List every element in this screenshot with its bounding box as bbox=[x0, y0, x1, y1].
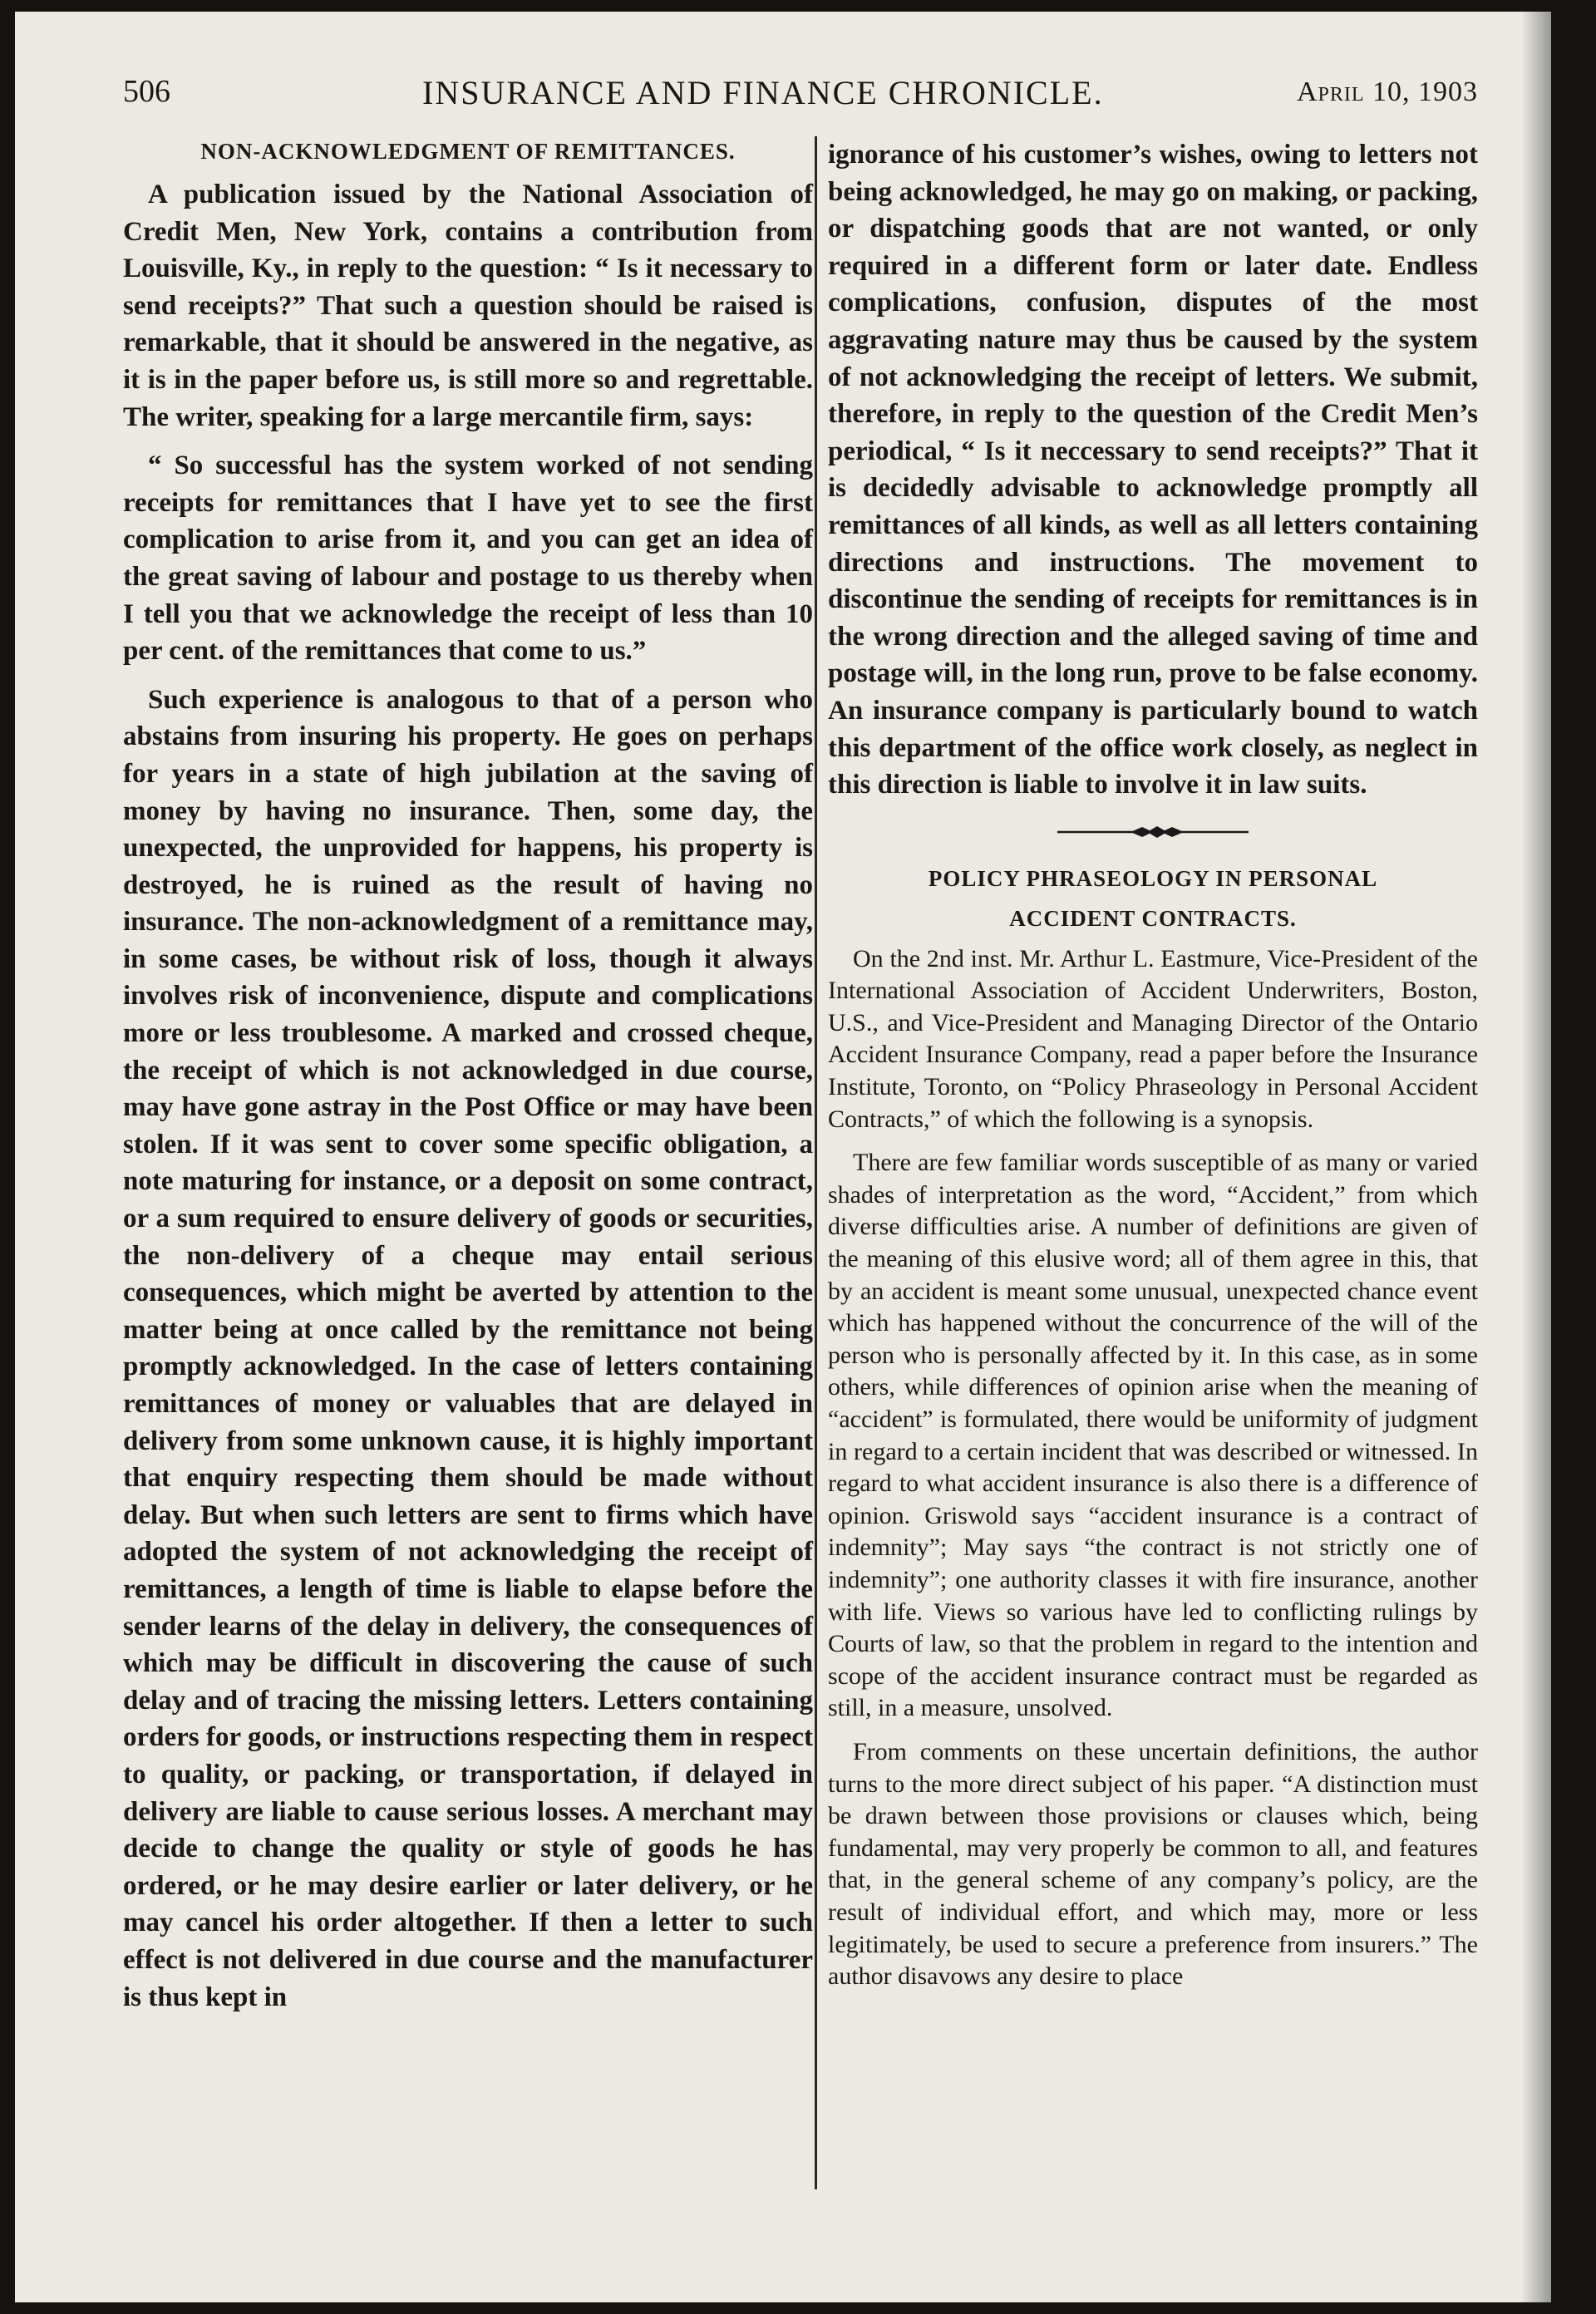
article-paragraph: From comments on these uncertain definitions, the author turns to the more direct subject of his paper. “A distinction must be drawn between those provisions or clauses which, being fundamental, may very properly be common to all, and features that, in the general scheme of any company’s policy, are the result of individual effort, and which may, more or less legitimately, be used to secure a preference from insurers.” The author disavows any desire to place bbox=[828, 1737, 1478, 1991]
article-continuation: ignorance of his customer’s wishes, owing to letters not being acknowledged, he may go on making, or packing, or dispatching goods that are not wanted, or only required in a different form or later date. Endless complications, confusion, disputes of the most aggravating nature may thus be caused by the system of not acknowledging the receipt of letters. We submit, therefore, in reply to the question of the Credit Men’s periodical, “ Is it neccessary to send receipts?” That it is decidedly advisable to acknowledge promptly all remittances of all kinds, as well as all letters containing directions and instructions. The movement to discontinue the sending of receipts for remittances is in the wrong direction and the alleged saving of time and postage will, in the long run, prove to be false economy. An insurance company is particularly bound to watch this department of the office work closely, as neglect in this direction is liable to involve it in law suits. bbox=[828, 140, 1478, 800]
ornament-divider-icon bbox=[1057, 824, 1249, 840]
left-column bbox=[123, 136, 813, 2027]
article-paragraph: On the 2nd inst. Mr. Arthur L. Eastmure, Vice-President of the International Association of Accident Underwriters, Boston, U.S., and Vice-President and Managing Director of the Ontario Accident Insurance Company, read a paper before the Insurance Institute, Toronto, on “Policy Phraseology in Personal Accident Contracts,” of which the following is a synopsis. bbox=[828, 944, 1478, 1133]
section-ornament bbox=[828, 815, 1478, 849]
right-column bbox=[828, 136, 1478, 2005]
article-heading-policy-line1: POLICY PHRASEOLOGY IN PERSONAL bbox=[928, 865, 1378, 891]
issue-date: April 10, 1903 bbox=[1296, 76, 1478, 107]
page-header bbox=[123, 70, 1478, 120]
article-paragraph: A publication issued by the National Association of Credit Men, New York, contains a contribution from Louisville, Ky., in reply to the question: “ Is it necessary to send receipts?” That such a question should be raised is remarkable, that it should be answered in the negative, as it is in the paper before us, is still more so and regrettable. The writer, speaking for a large mercantile firm, says: bbox=[123, 180, 813, 432]
page-number: 506 bbox=[123, 74, 170, 109]
article-heading-remittances: NON-ACKNOWLEDGMENT OF REMITTANCES. bbox=[200, 139, 736, 164]
column-divider bbox=[815, 136, 817, 2189]
article-paragraph: There are few familiar words susceptible of as many or varied shades of interpretation as the word, “Accident,” from which diverse difficulties arise. A number of definitions are given of the meaning of this elusive word; all of them agree in this, that by an accident is meant some unusual, unexpected chance event which has happened without the concurrence of the will of the person who is personally affected by it. In this case, as in some others, while differences of opinion arise when the meaning of “accident” is formulated, there would be uniformity of judgment in regard to a certain incident that was described or witnessed. In regard to what accident insurance is also there is a difference of opinion. Griswold says “accident insurance is a contract of indemnity”; May says “the contract is not strictly one of indemnity”; one authority classes it with fire insurance, another with life. Views so various have led to conflicting rulings by Courts of law, so that the problem in regard to the intention and scope of the accident insurance contract must be regarded as still, in a measure, unsolved. bbox=[828, 1149, 1478, 1722]
article-quote: “ So successful has the system worked of not sending receipts for remittances that I have yet to see the first complication to arise from it, and you can get an idea of the great saving of labour and postage to us thereby when I tell you that we acknowledge the receipt of less than 10 per cent. of the remittances that come to us.” bbox=[123, 450, 813, 667]
article-paragraph: Such experience is analogous to that of a person who abstains from insuring his property. He goes on perhaps for years in a state of high jubilation at the saving of money by having no insurance. Then, some day, the unexpected, the unprovided for happens, his property is destroyed, he is ruined as the result of having no insurance. The non-acknowledgment of a remittance may, in some cases, be without risk of loss, though it always involves risk of inconvenience, dispute and complications more or less troublesome. A marked and crossed cheque, the receipt of which is not acknowledged in due course, may have gone astray in the Post Office or may have been stolen. If it was sent to cover some specific obligation, a note maturing for instance, or a deposit on some contract, or a sum required to ensure delivery of goods or securities, the non-delivery of a cheque may entail serious consequences, which might be averted by attention to the matter being at once called by the remittance not being promptly acknowledged. In the case of letters containing remittances of money or valuables that are delayed in delivery from some unknown cause, it is highly important that enquiry respecting them should be made without delay. But when such letters are sent to firms which have adopted the system of not acknowledging the receipt of remittances, a length of time is liable to elapse before the sender learns of the delay in delivery, the consequences of which may be difficult in discovering the cause of such delay and of tracing the missing letters. Letters containing orders for goods, or instructions respecting them in respect to quality, or packing, or transportation, if delayed in delivery are liable to cause serious losses. A merchant may decide to change the quality or style of goods he has ordered, or he may desire earlier or later delivery, or he may cancel his order altogether. If then a letter to such effect is not delivered in due course and the manufacturer is thus kept in bbox=[123, 684, 813, 2012]
page-edge-shadow bbox=[1521, 12, 1551, 2302]
newspaper-page bbox=[15, 12, 1551, 2302]
article-heading-policy-line2: ACCIDENT CONTRACTS. bbox=[1009, 905, 1297, 931]
publication-title: INSURANCE AND FINANCE CHRONICLE. bbox=[422, 74, 1104, 111]
